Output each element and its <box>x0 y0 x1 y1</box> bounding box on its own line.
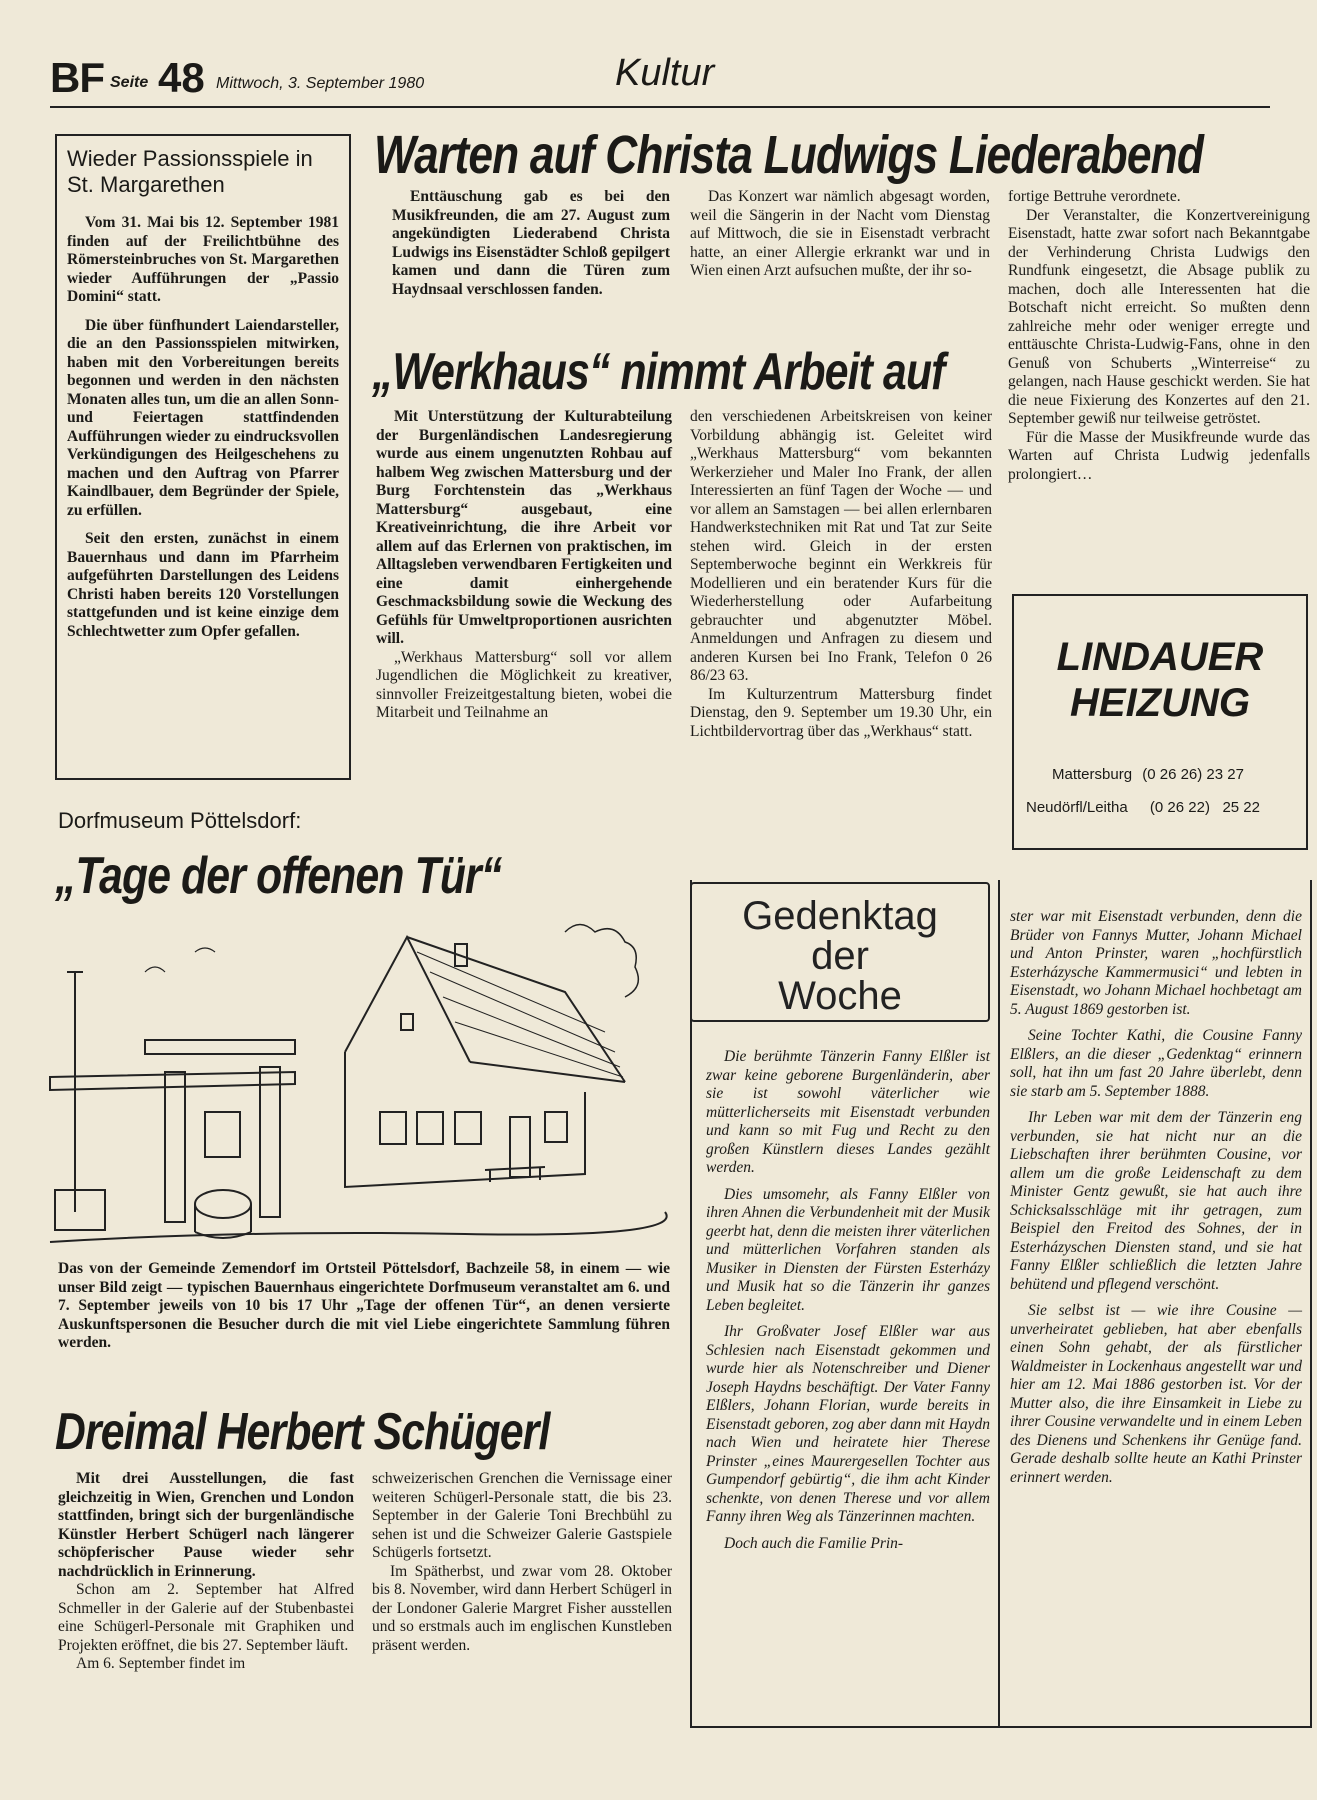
passion-paragraph: Die über fünfhundert Laiendarsteller, die an den Passionsspielen mitwirken, haben mit den Vorbereitungen bereits begonnen und werden in den nächsten Monaten alles tun, um die an allen Sonn- und Feiertagen stattfindenden Aufführungen wieder zu eindrucksvollen Verkündigungen des Heilgeschehens zu machen und den Auftrag von Pfarrer Kaindlbauer, dem Begründer der Spiele, zu erfüllen. <box>67 316 339 519</box>
ad-place: Neudörfl/Leitha <box>1026 799 1128 816</box>
paper-logo: BF <box>50 54 104 101</box>
museum-caption-text: Das von der Gemeinde Zemendorf im Ortsteil Pöttelsdorf, Bachzeile 58, in einem — wie unser Bild zeigt — typischen Bauernhaus eingerichtete Dorfmuseum veranstaltet am 6. und 7. September jeweils von 10 bis 17 Uhr „Tage der offenen Tür“, an denen versierte Auskunftspersonen die Besucher durch die mit viel Liebe eingerichtete Sammlung führen werden. <box>58 1260 670 1351</box>
werkhaus-col1-text: „Werkhaus Mattersburg“ soll vor allem Jugendlichen die Möglichkeit zu kreativer, sinnvoller Freizeitgestaltung bieten, wobei die Mitarbeit und Teilnahme an <box>376 648 672 721</box>
gedenktag-divider <box>998 880 1000 1726</box>
werkhaus-headline: „Werkhaus“ nimmt Arbeit auf <box>372 343 945 401</box>
ad-place: Mattersburg <box>1052 766 1133 783</box>
schuegerl-col2 <box>372 1470 672 1655</box>
gedenktag-col1-text: Doch auch die Familie Prin- <box>724 1534 904 1552</box>
section-title: Kultur <box>615 52 715 94</box>
christa-col3-text: Für die Masse der Musikfreunde wurde das Warten auf Christa Ludwig jedenfalls prolongiert… <box>1008 428 1310 483</box>
schuegerl-lead: Mit drei Ausstellungen, die fast gleichzeitig in Wien, Grenchen und London stattfinden, bringt sich der burgenländische Künstler Herbert Schügerl nach längerer schöpferischer Pause wieder sehr nachdrücklich in Erinnerung. <box>58 1470 354 1580</box>
christa-col3 <box>1008 188 1310 484</box>
gedenktag-col1-text: Ihr Großvater Josef Elßler war aus Schlesien nach Eisenstadt gekommen und wurde hier als Notenschreiber und Diener Joseph Haydns beschäftigt. Der Vater Fanny Elßlers, Johann Florian, wurde bereits in Eisenstadt geboren, zog aber dann mit Haydn nach Wien und heiratete hier Therese Prinster „eines Maurergesellen Tochter aus Gumpendorf gebürtig“, die ihm acht Kinder schenkte, von denen Therese und vor allem Fanny ihren Weg als Tänzerinnen machten. <box>706 1323 990 1525</box>
museum-caption <box>58 1260 670 1353</box>
gedenktag-col2-text: Ihr Leben war mit dem der Tänzerin eng verbunden, sie hat nicht nur an die Liebschaften ihrer berühmten Cousine, vor allem um die große Leidenschaft zu dem Minister Gentz gewußt, sie hat auch ihre Schicksalsschläge mit ihr getragen, zum Beispiel den Freitod des Sohnes, der in Esterházyschen Diensten stand, und sie hat Fanny Elßler schließlich die letzten Jahre behütend und pflegend verschönt. <box>1010 1109 1302 1293</box>
gedenktag-title-line1: Gedenktag <box>742 894 938 938</box>
ad-row <box>1026 799 1306 816</box>
passion-paragraph: Seit den ersten, zunächst in einem Bauernhaus und dann im Pfarrheim aufgeführten Darstellungen des Leidens Christi haben bereits 120 Vorstellungen stattgefunden und ist keine einzige dem Schlechtwetter zum Opfer gefallen. <box>67 530 339 640</box>
christa-lead <box>392 188 670 299</box>
gedenktag-col2 <box>1010 908 1302 1487</box>
ad-name-line2: HEIZUNG <box>1070 681 1250 725</box>
gedenktag-col2-text: Seine Tochter Kathi, die Cousine Fanny Elßlers, an die dieser „Gedenktag“ erinnern soll, hat ihn um fast 20 Jahre überlebt, denn sie starb am 5. September 1888. <box>1010 1027 1302 1100</box>
page-number: 48 <box>158 54 205 101</box>
passion-paragraph: Vom 31. Mai bis 12. September 1981 finden auf der Freilichtbühne des Römersteinbruches von St. Margarethen wieder Aufführungen der „Passio Domini“ statt. <box>67 214 339 305</box>
werkhaus-col2-text: Im Kulturzentrum Mattersburg findet Dienstag, den 9. September um 19.30 Uhr, ein Lichtbildervortrag über das „Werkhaus“ statt. <box>690 685 992 740</box>
farmhouse-drawing <box>45 912 670 1252</box>
schuegerl-headline: Dreimal Herbert Schügerl <box>55 1403 550 1461</box>
christa-col2 <box>690 188 990 281</box>
christa-lead-text: Enttäuschung gab es bei den Musikfreunden, die am 27. August zum angekündigten Liederabend Christa Ludwigs ins Eisenstädter Schloß gepilgert kamen und dann die Türen zum Haydnsaal verschlossen fanden. <box>392 188 670 298</box>
werkhaus-col2 <box>690 408 992 741</box>
museum-headline: „Tage der offenen Tür“ <box>55 847 502 905</box>
schuegerl-col2-text: schweizerischen Grenchen die Vernissage einer weiteren Schügerl-Personale statt, die bis 23. September in der Galerie Toni Brechbühl zu sehen ist und die Schweizer Galerie Gastspiele Schügerls fortsetzt. <box>372 1470 672 1561</box>
werkhaus-lead: Mit Unterstützung der Kulturabteilung der Burgenländischen Landesregierung wurde aus einem ungenutzten Rohbau auf halbem Weg zwischen Mattersburg und der Burg Forchtenstein das „Werkhaus Mattersburg“ ausgebaut, eine Kreativeinrichtung, die ihre Arbeit vor allem auf das Erlernen von praktischen, im Alltagsleben verwendbaren Fertigkeiten und eine damit einhergehende Geschmacksbildung sowie die Weckung des Gefühls für Umweltproportionen ausrichten will. <box>376 408 672 647</box>
schuegerl-col1 <box>58 1470 354 1674</box>
christa-headline: Warten auf Christa Ludwigs Liederabend <box>374 125 1204 185</box>
werkhaus-col1 <box>376 408 672 723</box>
header-rule <box>50 106 1270 108</box>
schuegerl-col2-text: Im Spätherbst, und zwar vom 28. Oktober bis 8. November, wird dann Herbert Schügerl in der Londoner Galerie Margret Fisher ausstellen und so erstmals auch im englischen Kunstleben präsent werden. <box>372 1562 672 1654</box>
ad-phone: (0 26 22) 25 22 <box>1149 799 1260 816</box>
gedenktag-col2-text: ster war mit Eisenstadt verbunden, denn die Brüder von Fannys Mutter, Johann Michael und Anton Prinster, waren „hochfürstlich Esterházysche Kammermusici“ und lebten in Eisenstadt, wo Johann Michael hochbetagt am 5. August 1869 gestorben ist. <box>1010 908 1302 1018</box>
gedenktag-col1-text: Dies umsomehr, als Fanny Elßler von ihren Ahnen die Verbundenheit mit der Musik geerbt hat, denn die meisten ihrer väterlichen und mütterlichen Vorfahren standen als Musiker in Diensten der Fürsten Esterházy und Musik hat so die Tänzerin ihr ganzes Leben begleitet. <box>706 1185 990 1314</box>
gedenktag-title-line2: der <box>811 934 869 978</box>
schuegerl-col1-text: Am 6. September findet im <box>76 1655 246 1672</box>
gedenktag-title-line3: Woche <box>778 974 902 1018</box>
gedenktag-col1 <box>706 1048 990 1553</box>
passion-article <box>55 134 351 780</box>
passion-title: Wieder Passionsspiele in St. Margarethen <box>67 146 313 197</box>
gedenktag-col2-text: Sie selbst ist — wie ihre Cousine — unverheiratet geblieben, hat aber ebenfalls einen Sohn gehabt, der als fürstlicher Waldmeister in Lockenhaus angestellt war und hier am 12. Mai 1886 gestorben ist. Vor der Mutter also, die ihre Einsamkeit in Liebe zu ihrer Cousine verwandelte und in einem Leben des Dienens und Schenkens ihr Genüge fand. Gerade deshalb sollte heute an Kathi Prinster erinnert werden. <box>1010 1302 1302 1486</box>
page-label: Seite <box>110 74 149 91</box>
christa-col3-text: Der Veranstalter, die Konzertvereinigung Eisenstadt, hatte zwar sofort nach Bekanntgabe der Verhinderung Christa Ludwigs den Rundfunk eingesetzt, die Absage publik zu machen, doch alle Interessenten hat die Botschaft nicht erreicht. So mußten denn zahlreiche mehr oder weniger erregte und enttäuschte Christa-Ludwig-Fans, ohne in den Genuß von Schuberts „Winterreise“ zu gelangen, nach Hause geschickt werden. Sie hat die neue Fixierung des Konzertes auf den 21. September gewiß nur teilweise getröstet. <box>1008 206 1310 427</box>
museum-kicker: Dorfmuseum Pöttelsdorf: <box>58 808 302 833</box>
ad-name-line1: LINDAUER <box>1056 635 1264 679</box>
lindauer-ad <box>1012 594 1308 850</box>
gedenktag-col1-text: Die berühmte Tänzerin Fanny Elßler ist zwar keine geborene Burgenländerin, aber sie ist sowohl väterlicher wie mütterlicherseits mit Eisenstadt verbunden und kann so mit Fug und Recht zu den großen Künstlern dieses Landes gezählt werden. <box>706 1048 990 1176</box>
issue-date: Mittwoch, 3. September 1980 <box>216 75 425 92</box>
ad-phone: (0 26 26) 23 27 <box>1142 766 1244 783</box>
ad-row <box>1052 766 1306 783</box>
werkhaus-col2-text: den verschiedenen Arbeitskreisen von keiner Vorbildung abhängig ist. Geleitet wird „Werkhaus Mattersburg“ vom bekannten Werkerzieher und Maler Ino Frank, der allen Interessierten an fünf Tagen der Woche — und vor allem an Samstagen — bei allen erlernbaren Handwerkstechniken mit Rat und Tat zur Seite stehen wird. Gleich in der ersten Septemberwoche beginnt ein Werkkreis für Modellieren und ein beratender Kurs für die Wiederherstellung oder Aufarbeitung gebrauchter und abgenutzter Möbel. Anmeldungen und Anfragen zu diesem und anderen Kursen bei Ino Frank, Telefon 0 26 86/23 63. <box>690 408 992 684</box>
schuegerl-col1-text: Schon am 2. September hat Alfred Schmeller in der Galerie auf der Stubenbastei eine Schügerl-Personale mit Graphiken und Projekten eröffnet, die bis 27. September läuft. <box>58 1581 354 1654</box>
christa-col2-text: Das Konzert war nämlich abgesagt worden, weil die Sängerin in der Nacht vom Dienstag auf Mittwoch, die sie in Eisenstadt verbracht hatte, an einer Allergie erkrankt war und in Wien einen Arzt aufsuchen mußte, der ihr so- <box>690 188 990 279</box>
christa-col3-text: fortige Bettruhe verordnete. <box>1008 188 1181 205</box>
